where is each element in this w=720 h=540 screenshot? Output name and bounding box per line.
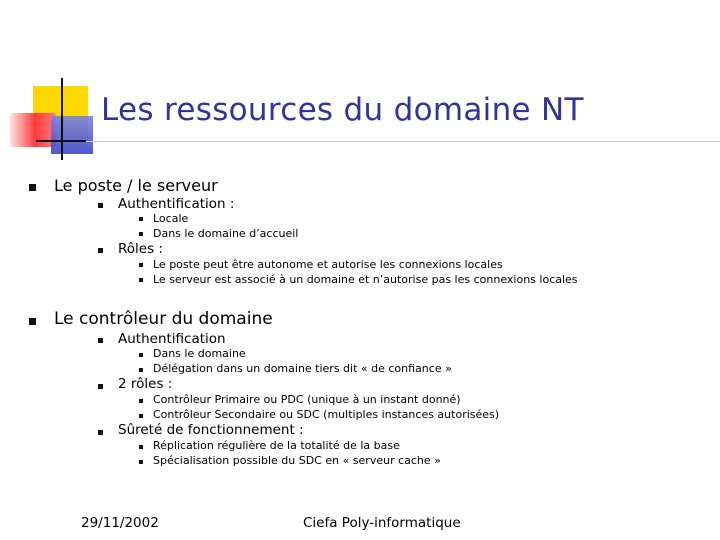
bullet-icon [98, 384, 103, 389]
list-item: Spécialisation possible du SDC en « serveur cache » [153, 454, 441, 467]
subsection-label: Sûreté de fonctionnement : [118, 422, 304, 438]
bullet-icon [139, 368, 143, 372]
bullet-icon [139, 414, 143, 418]
subsection-label: Rôles : [118, 241, 163, 257]
section-heading: Le contrôleur du domaine [54, 309, 273, 329]
list-item: Réplication régulière de la totalité de la base [153, 439, 400, 452]
list-item: Dans le domaine [153, 347, 246, 360]
list-item: Délégation dans un domaine tiers dit « de confiance » [153, 362, 452, 375]
list-item: Le poste peut être autonome et autorise les connexions locales [153, 258, 503, 271]
bullet-icon [98, 338, 103, 343]
bullet-icon [139, 263, 143, 267]
list-item: Locale [153, 212, 189, 225]
bullet-icon [29, 184, 36, 191]
bullet-icon [139, 460, 143, 464]
list-item: Contrôleur Primaire ou PDC (unique à un instant donné) [153, 393, 461, 406]
footer-date: 29/11/2002 [81, 515, 159, 531]
footer-organization: Ciefa Poly-informatique [303, 515, 461, 531]
subsection-label: Authentification : [118, 196, 235, 212]
list-item: Contrôleur Secondaire ou SDC (multiples instances autorisées) [153, 408, 500, 421]
bullet-icon [98, 430, 103, 435]
bullet-icon [139, 353, 143, 357]
subsection-label: Authentification [118, 331, 226, 347]
bullet-icon [29, 318, 36, 325]
bullet-icon [139, 278, 143, 282]
bullet-icon [98, 203, 103, 208]
list-item: Dans le domaine d’accueil [153, 227, 299, 240]
bullet-icon [139, 217, 143, 221]
slide-title: Les ressources du domaine NT [101, 92, 584, 128]
section-heading: Le poste / le serveur [54, 176, 218, 195]
bullet-icon [139, 445, 143, 449]
list-item: Le serveur est associé à un domaine et n’autorise pas les connexions locales [153, 273, 578, 286]
bullet-icon [98, 248, 103, 253]
bullet-icon [139, 399, 143, 403]
subsection-label: 2 rôles : [118, 376, 173, 392]
bullet-icon [139, 232, 143, 236]
